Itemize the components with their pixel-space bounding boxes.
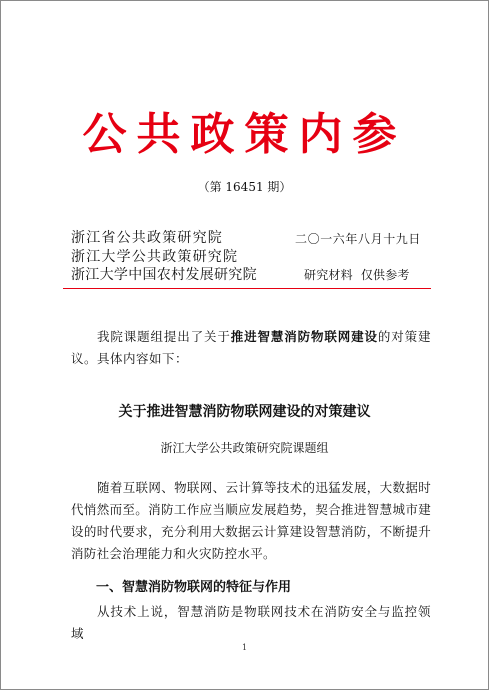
article-title: 关于推进智慧消防物联网建设的对策建议 <box>118 404 371 420</box>
note-reference-only: 仅供参考 <box>360 268 410 282</box>
distribution-note <box>304 266 410 284</box>
header-divider <box>63 288 431 289</box>
org-name-3: 浙江大学中国农村发展研究院 <box>71 267 257 283</box>
intro-paragraph <box>71 326 431 370</box>
intro-text-bold: 推进智慧消防物联网建设 <box>230 329 378 344</box>
continuing-paragraph: 从技术上说，智慧消防是物联网技术在消防安全与监控领域 <box>71 604 431 641</box>
intro-text-before: 我院课题组提出了关于 <box>97 329 231 344</box>
body-paragraph: 随着互联网、物联网、云计算等技术的迅猛发展，大数据时代悄然而至。消防工作应当顺应发展趋势，契合推进智慧城市建设的时代要求，充分利用大数据云计算建设智慧消防，不断提升消防社会治理能力和火灾防控水平。 <box>71 480 431 561</box>
org-name-1: 浙江省公共政策研究院 <box>71 230 223 246</box>
page-number: 1 <box>241 643 248 652</box>
note-research-material: 研究材料 <box>304 268 353 282</box>
issue-number: （第 16451 期） <box>197 180 292 194</box>
org-name-2: 浙江大学公共政策研究院 <box>71 249 239 265</box>
intro-text-after: 的对策建议。具体内容如下： <box>71 329 431 366</box>
issue-date: 二〇一六年八月十九日 <box>295 232 422 246</box>
article-author: 浙江大学公共政策研究院课题组 <box>160 441 329 455</box>
section-heading: 一、智慧消防物联网的特征与作用 <box>96 580 292 595</box>
masthead-title: 公共政策内参 <box>82 109 407 160</box>
